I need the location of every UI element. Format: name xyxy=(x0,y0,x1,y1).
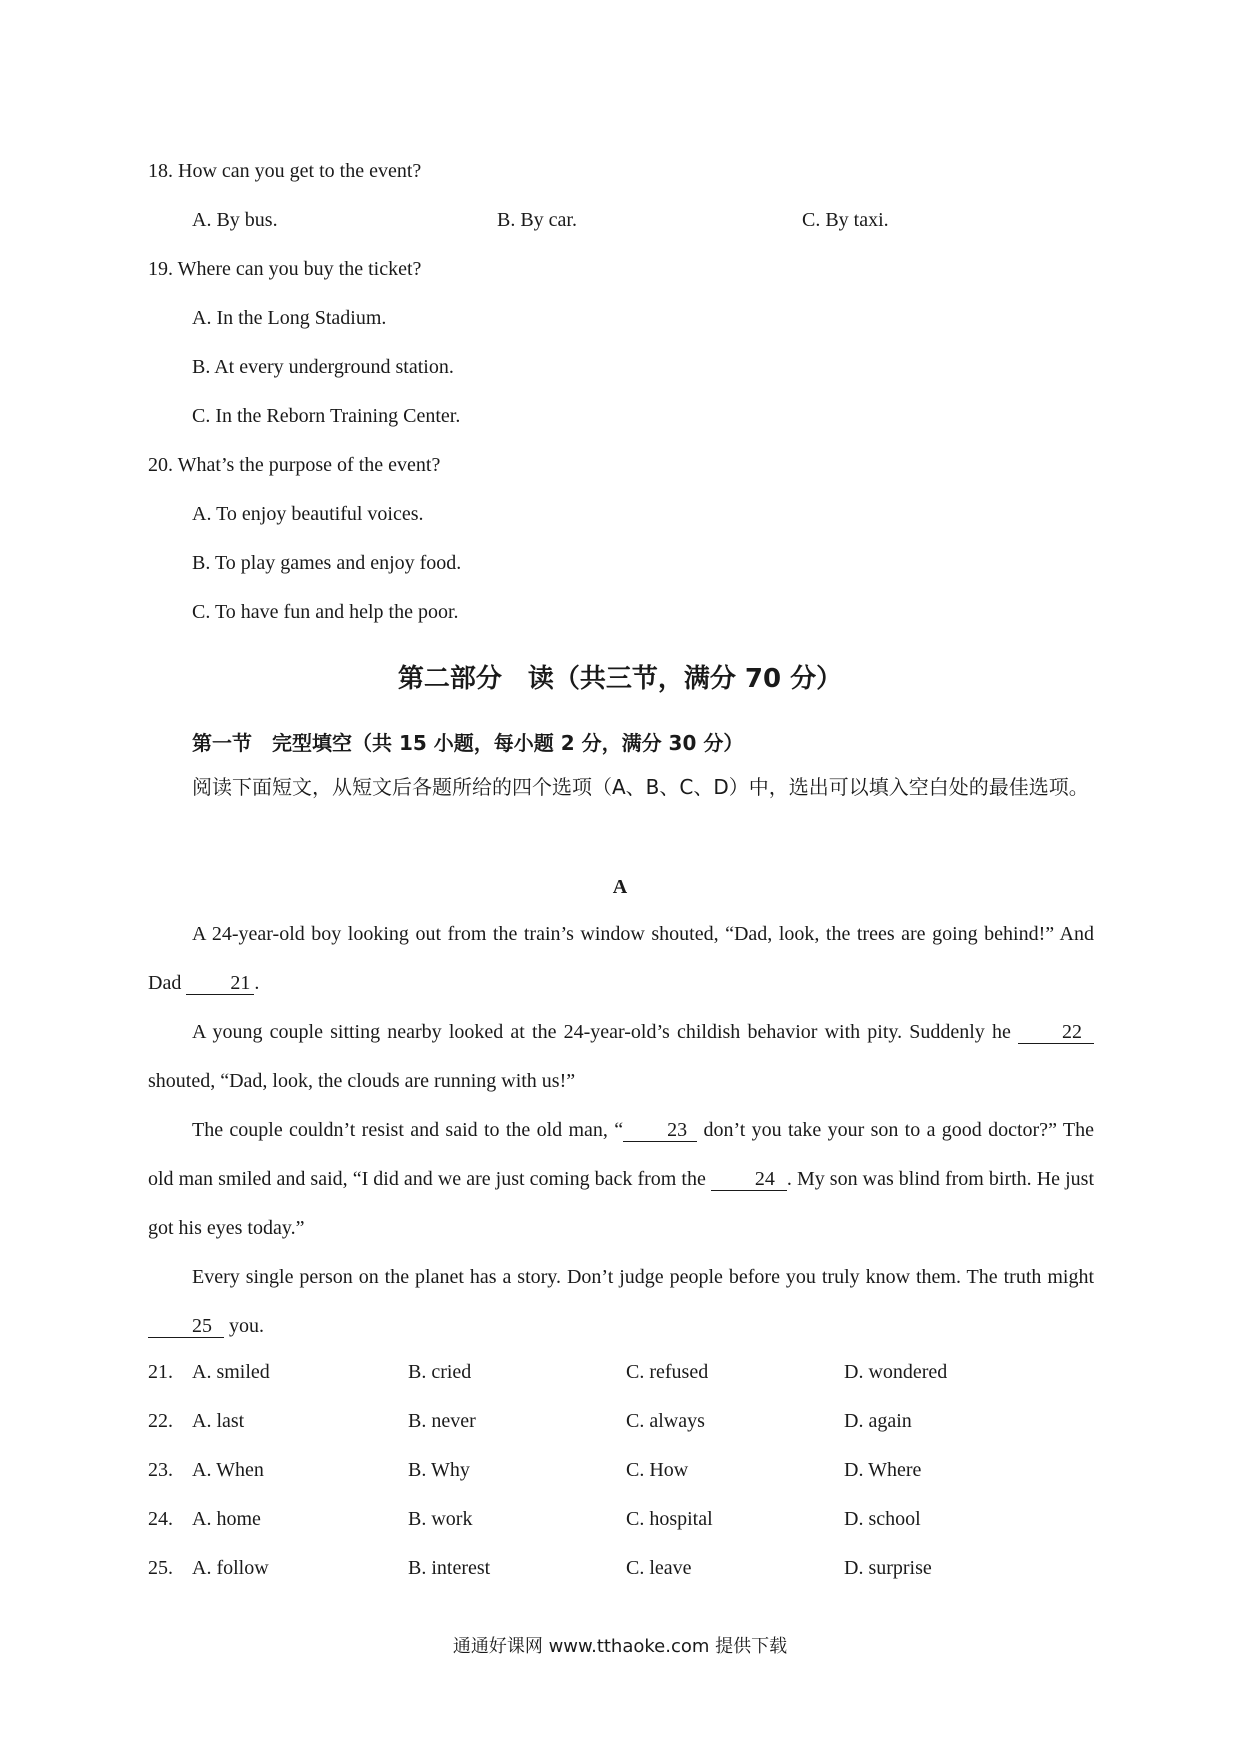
question-20-stem: 20. What’s the purpose of the event? xyxy=(148,454,441,476)
option-d: D. school xyxy=(844,1508,921,1530)
option-number: 25. xyxy=(148,1557,173,1579)
option-number: 22. xyxy=(148,1410,173,1432)
blank-23: 23 xyxy=(623,1119,697,1142)
option-c: C. How xyxy=(626,1459,689,1481)
paragraph-1-text-a: A 24-year-old boy looking out from the train’s window shouted, “Dad, look, the trees are going behind!” And Dad xyxy=(148,923,1094,994)
question-20-option-a: A. To enjoy beautiful voices. xyxy=(192,503,424,525)
option-c: C. leave xyxy=(626,1557,692,1579)
passage-paragraph-4 xyxy=(148,1253,1094,1351)
option-number: 21. xyxy=(148,1361,173,1383)
option-d: D. wondered xyxy=(844,1361,948,1383)
option-a: A. When xyxy=(192,1459,264,1481)
option-number: 24. xyxy=(148,1508,173,1530)
blank-24: 24 xyxy=(711,1168,787,1191)
question-19-option-c: C. In the Reborn Training Center. xyxy=(192,405,461,427)
question-18-option-c: C. By taxi. xyxy=(802,209,889,231)
paragraph-2-text-b: shouted, “Dad, look, the clouds are running with us!” xyxy=(148,1070,576,1092)
paragraph-3-text-b: don’t you take your son to a good doctor?” The old man smiled and said, “I did and we are just coming back from the xyxy=(148,1119,1094,1190)
section-one-title: 第一节 完型填空（共 15 小题，每小题 2 分，满分 30 分） xyxy=(192,731,744,755)
blank-22: 22 xyxy=(1018,1021,1094,1044)
passage-paragraph-1 xyxy=(148,910,1094,1008)
question-19-option-b: B. At every underground station. xyxy=(192,356,454,378)
option-d: D. surprise xyxy=(844,1557,932,1579)
question-20-option-c: C. To have fun and help the poor. xyxy=(192,601,459,623)
blank-21: 21 xyxy=(186,972,254,995)
option-b: B. Why xyxy=(408,1459,470,1481)
question-19-stem: 19. Where can you buy the ticket? xyxy=(148,258,422,280)
part-two-title: 第二部分 读（共三节，满分 70 分） xyxy=(397,664,843,694)
option-a: A. last xyxy=(192,1410,245,1432)
question-18-option-a: A. By bus. xyxy=(192,209,278,231)
paragraph-2-text-a: A young couple sitting nearby looked at the 24-year-old’s childish behavior with pity. Suddenly he xyxy=(192,1021,1018,1043)
question-19-option-a: A. In the Long Stadium. xyxy=(192,307,387,329)
option-b: B. interest xyxy=(408,1557,491,1579)
option-b: B. cried xyxy=(408,1361,472,1383)
paragraph-4-text-a: Every single person on the planet has a story. Don’t judge people before you truly know them. The truth might xyxy=(192,1266,1094,1288)
page-footer: 通通好课网 www.tthaoke.com 提供下载 xyxy=(452,1636,788,1657)
paragraph-3-text-a: The couple couldn’t resist and said to the old man, “ xyxy=(192,1119,624,1141)
blank-25: 25 xyxy=(148,1315,224,1338)
option-number: 23. xyxy=(148,1459,173,1481)
section-instruction: 阅读下面短文，从短文后各题所给的四个选项（A、B、C、D）中，选出可以填入空白处的最佳选项。 xyxy=(192,775,1089,799)
option-d: D. again xyxy=(844,1410,912,1432)
paragraph-3-text-c: . My son was blind from birth. He just got his eyes today.” xyxy=(148,1168,1094,1239)
option-a: A. follow xyxy=(192,1557,269,1579)
option-b: B. work xyxy=(408,1508,473,1530)
passage-paragraph-2 xyxy=(148,1008,1094,1106)
question-18-option-b: B. By car. xyxy=(497,209,577,231)
option-a: A. home xyxy=(192,1508,261,1530)
question-18-stem: 18. How can you get to the event? xyxy=(148,160,422,182)
option-c: C. hospital xyxy=(626,1508,713,1530)
option-a: A. smiled xyxy=(192,1361,270,1383)
option-c: C. refused xyxy=(626,1361,709,1383)
option-c: C. always xyxy=(626,1410,705,1432)
question-20-option-b: B. To play games and enjoy food. xyxy=(192,552,462,574)
paragraph-4-text-b: you. xyxy=(224,1315,264,1337)
passage-paragraph-3 xyxy=(148,1106,1094,1253)
paragraph-1-text-b: . xyxy=(254,972,260,994)
option-b: B. never xyxy=(408,1410,476,1432)
option-d: D. Where xyxy=(844,1459,922,1481)
passage-label: A xyxy=(612,876,628,898)
